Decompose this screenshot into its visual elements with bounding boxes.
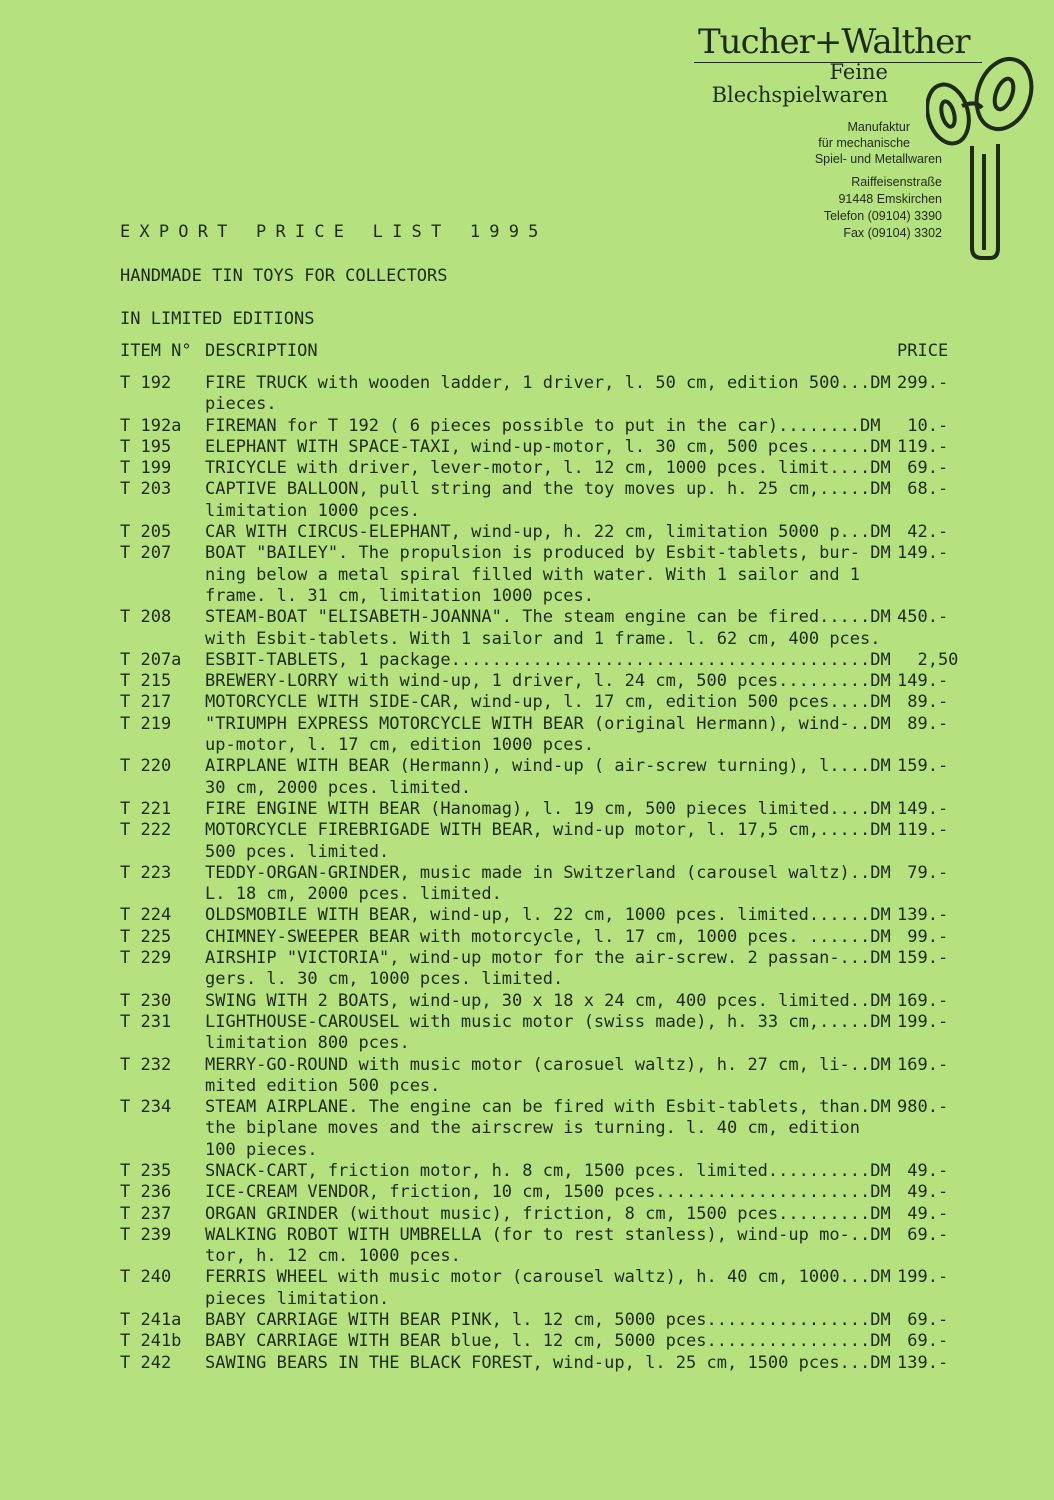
item-description: BREWERY-LORRY with wind-up, 1 driver, l. 24 cm, 500 pces.........DM	[205, 671, 891, 692]
document-subtitle-2: IN LIMITED EDITIONS	[120, 309, 315, 329]
item-description: ORGAN GRINDER (without music), friction, 8 cm, 1500 pces.........DM	[205, 1203, 891, 1224]
item-description: MERRY-GO-ROUND with music motor (carosuel waltz), h. 27 cm, li-..DM mited edition 500 pces.	[205, 1054, 891, 1096]
column-header-item: ITEM N°	[120, 341, 192, 361]
table-row	[0, 437, 1054, 458]
item-price: 169.-	[897, 1054, 949, 1075]
item-price: 980.-	[897, 1097, 949, 1118]
item-number: T 219	[120, 713, 172, 734]
item-price: 89.-	[897, 692, 949, 713]
table-row	[0, 927, 1054, 948]
item-price: 79.-	[897, 862, 949, 883]
table-row	[0, 607, 1054, 650]
item-price: 159.-	[897, 756, 949, 777]
item-number: T 225	[120, 926, 172, 947]
item-description: TRICYCLE with driver, lever-motor, l. 12 cm, 1000 pces. limit....DM	[205, 458, 891, 479]
item-price: 119.-	[897, 436, 949, 457]
address-city: 91448 Emskirchen	[838, 192, 942, 206]
item-description: STEAM AIRPLANE. The engine can be fired with Esbit-tablets, than.DM the biplane moves and the airscrew is turning. l. 40 cm, edition 100 pieces.	[205, 1097, 891, 1160]
item-price: 99.-	[897, 926, 949, 947]
tagline-feine: Feine	[829, 60, 888, 84]
table-row	[0, 692, 1054, 713]
table-row	[0, 948, 1054, 991]
item-number: T 203	[120, 479, 172, 500]
item-price: 49.-	[897, 1203, 949, 1224]
company-name: Tucher+Walther	[698, 22, 970, 62]
column-header-description: DESCRIPTION	[205, 341, 318, 361]
item-description: MOTORCYCLE WITH SIDE-CAR, wind-up, l. 17 cm, edition 500 pces....DM	[205, 692, 891, 713]
item-price: 149.-	[897, 671, 949, 692]
item-number: T 208	[120, 607, 172, 628]
table-row	[0, 714, 1054, 757]
table-row	[0, 671, 1054, 692]
item-description: "TRIUMPH EXPRESS MOTORCYCLE WITH BEAR (original Hermann), wind-..DM up-motor, l. 17 cm, edition 1000 pces.	[205, 713, 891, 756]
table-row	[0, 458, 1054, 479]
item-price: 49.-	[897, 1160, 949, 1181]
item-price: 10.-	[897, 415, 949, 436]
item-description: BOAT "BAILEY". The propulsion is produced by Esbit-tablets, bur- DM ning below a metal spiral filled with water. With 1 sailor and 1 frame. l. 31 cm, limitation 1000 pces.	[205, 543, 891, 606]
item-description: STEAM-BOAT "ELISABETH-JOANNA". The steam engine can be fired.....DM with Esbit-tablets. With 1 sailor and 1 frame. l. 62 cm, 400 pces.	[205, 607, 891, 649]
item-number: T 207a	[120, 649, 182, 670]
table-row	[0, 799, 1054, 820]
table-row	[0, 1055, 1054, 1098]
item-number: T 224	[120, 905, 172, 926]
item-description: SNACK-CART, friction motor, h. 8 cm, 1500 pces. limited..........DM	[205, 1160, 891, 1181]
table-row	[0, 991, 1054, 1012]
item-number: T 222	[120, 820, 172, 841]
item-number: T 239	[120, 1224, 172, 1245]
table-row	[0, 1161, 1054, 1182]
item-description: FIRE ENGINE WITH BEAR (Hanomag), l. 19 cm, 500 pieces limited....DM	[205, 798, 891, 819]
table-row	[0, 820, 1054, 863]
table-row	[0, 1204, 1054, 1225]
table-row	[0, 543, 1054, 607]
item-description: SWING WITH 2 BOATS, wind-up, 30 x 18 x 24 cm, 400 pces. limited..DM	[205, 990, 891, 1011]
table-row	[0, 1353, 1054, 1374]
item-description: AIRPLANE WITH BEAR (Hermann), wind-up ( air-screw turning), l....DM 30 cm, 2000 pces. limited.	[205, 756, 891, 798]
item-description: ICE-CREAM VENDOR, friction, 10 cm, 1500 pces.....................DM	[205, 1182, 891, 1203]
table-row	[0, 863, 1054, 906]
item-price: 159.-	[897, 948, 949, 969]
document-subtitle-1: HANDMADE TIN TOYS FOR COLLECTORS	[120, 266, 448, 286]
item-number: T 220	[120, 756, 172, 777]
item-number: T 199	[120, 458, 172, 479]
item-number: T 192a	[120, 415, 182, 436]
item-price: 149.-	[897, 543, 949, 564]
item-description: AIRSHIP "VICTORIA", wind-up motor for the air-screw. 2 passan-...DM gers. l. 30 cm, 1000 pces. limited.	[205, 948, 891, 990]
item-description: CAR WITH CIRCUS-ELEPHANT, wind-up, h. 22 cm, limitation 5000 p...DM	[205, 522, 891, 543]
item-price: 169.-	[897, 990, 949, 1011]
item-number: T 221	[120, 798, 172, 819]
item-number: T 192	[120, 373, 172, 393]
item-price: 119.-	[897, 820, 949, 841]
item-number: T 231	[120, 1011, 172, 1032]
item-description: WALKING ROBOT WITH UMBRELLA (for to rest stanless), wind-up mo-..DM tor, h. 12 cm. 1000 pces.	[205, 1224, 891, 1267]
document-title: EXPORT PRICE LIST 1995	[120, 222, 548, 242]
item-description: CAPTIVE BALLOON, pull string and the toy moves up. h. 25 cm,.....DM limitation 1000 pces.	[205, 479, 891, 521]
item-number: T 195	[120, 436, 172, 457]
company-description-2: für mechanische	[818, 136, 910, 150]
item-number: T 236	[120, 1182, 172, 1203]
table-row	[0, 905, 1054, 926]
phone-number: Telefon (09104) 3390	[823, 209, 942, 223]
item-price: 69.-	[897, 458, 949, 479]
item-description: MOTORCYCLE FIREBRIGADE WITH BEAR, wind-up motor, l. 17,5 cm,.....DM 500 pces. limited.	[205, 820, 891, 862]
table-row	[0, 1012, 1054, 1055]
table-row	[0, 650, 1054, 671]
company-description-3: Spiel- und Metallwaren	[814, 152, 942, 166]
fax-number: Fax (09104) 3302	[843, 226, 942, 240]
table-row	[0, 416, 1054, 437]
item-description: ESBIT-TABLETS, 1 package.........................................DM	[205, 649, 891, 670]
item-price: 199.-	[897, 1011, 949, 1032]
item-description: LIGHTHOUSE-CAROUSEL with music motor (swiss made), h. 33 cm,.....DM limitation 800 pces.	[205, 1011, 891, 1054]
item-price: 199.-	[897, 1267, 949, 1288]
item-description: TEDDY-ORGAN-GRINDER, music made in Switzerland (carousel waltz)..DM L. 18 cm, 2000 pces. limited.	[205, 862, 891, 905]
item-number: T 240	[120, 1267, 172, 1288]
item-number: T 232	[120, 1054, 172, 1075]
tagline-blechspielwaren: Blechspielwaren	[711, 83, 888, 107]
item-number: T 235	[120, 1160, 172, 1181]
item-price: 139.-	[897, 1352, 949, 1373]
price-list	[0, 373, 1054, 1374]
table-row	[0, 373, 1054, 416]
item-description: CHIMNEY-SWEEPER BEAR with motorcycle, l. 17 cm, 1000 pces. ......DM	[205, 926, 891, 947]
table-row	[0, 522, 1054, 543]
table-row	[0, 1097, 1054, 1161]
table-row	[0, 1331, 1054, 1352]
item-number: T 237	[120, 1203, 172, 1224]
address-street: Raiffeisenstraße	[851, 175, 942, 189]
item-description: BABY CARRIAGE WITH BEAR PINK, l. 12 cm, 5000 pces................DM	[205, 1310, 891, 1331]
item-description: FIRE TRUCK with wooden ladder, 1 driver, l. 50 cm, edition 500...DM pieces.	[205, 373, 891, 415]
item-number: T 242	[120, 1352, 172, 1373]
item-description: SAWING BEARS IN THE BLACK FOREST, wind-up, l. 25 cm, 1500 pces...DM	[205, 1352, 891, 1373]
item-description: OLDSMOBILE WITH BEAR, wind-up, l. 22 cm, 1000 pces. limited......DM	[205, 905, 891, 926]
item-price: 89.-	[897, 713, 949, 734]
item-description: ELEPHANT WITH SPACE-TAXI, wind-up-motor, l. 30 cm, 500 pces......DM	[205, 436, 891, 457]
item-price: 42.-	[897, 522, 949, 543]
item-number: T 229	[120, 948, 172, 969]
item-number: T 223	[120, 862, 172, 883]
wind-up-key-icon	[926, 36, 1046, 266]
item-price: 68.-	[897, 479, 949, 500]
item-number: T 241b	[120, 1331, 182, 1352]
table-row	[0, 1225, 1054, 1268]
item-description: BABY CARRIAGE WITH BEAR blue, l. 12 cm, 5000 pces................DM	[205, 1331, 891, 1352]
item-price: 139.-	[897, 905, 949, 926]
item-description: FIREMAN for T 192 ( 6 pieces possible to put in the car)........DM	[205, 415, 881, 436]
item-price: 149.-	[897, 798, 949, 819]
item-number: T 215	[120, 671, 172, 692]
item-number: T 217	[120, 692, 172, 713]
company-description-1: Manufaktur	[847, 120, 910, 134]
table-row	[0, 1310, 1054, 1331]
item-price: 299.-	[897, 373, 949, 393]
item-description: FERRIS WHEEL with music motor (carousel waltz), h. 40 cm, 1000...DM pieces limitation.	[205, 1267, 891, 1309]
table-row	[0, 756, 1054, 799]
item-price: 450.-	[897, 607, 949, 628]
item-price: 49.-	[897, 1182, 949, 1203]
item-price: 69.-	[897, 1331, 949, 1352]
item-price: 69.-	[897, 1224, 949, 1245]
item-number: T 205	[120, 522, 172, 543]
item-price: 2,50	[897, 649, 959, 670]
table-row	[0, 479, 1054, 522]
table-row	[0, 1267, 1054, 1310]
item-number: T 241a	[120, 1310, 182, 1331]
item-price: 69.-	[897, 1310, 949, 1331]
item-number: T 207	[120, 543, 172, 564]
item-number: T 234	[120, 1097, 172, 1118]
table-row	[0, 1182, 1054, 1203]
column-header-price: PRICE	[897, 341, 949, 361]
letterhead	[690, 20, 1050, 250]
item-number: T 230	[120, 990, 172, 1011]
